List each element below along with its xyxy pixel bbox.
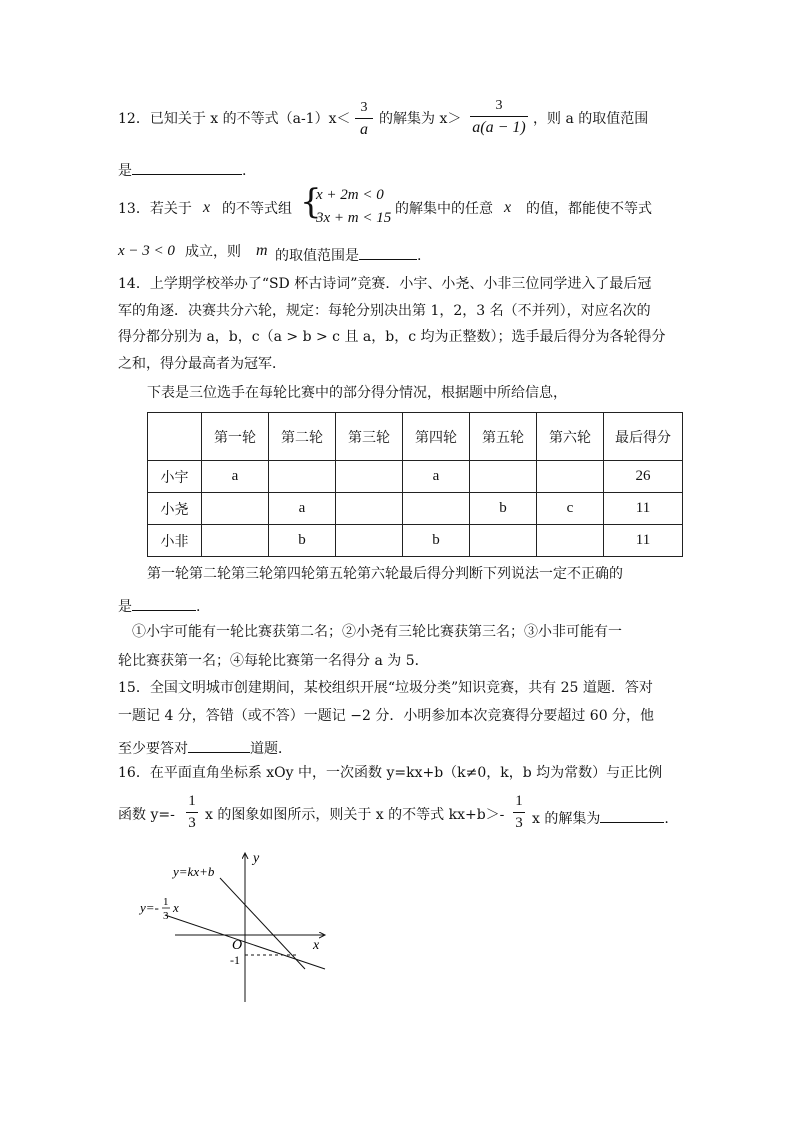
table-cell-name: 小尧 [148, 493, 202, 525]
q14-answer-prefix: 是 [118, 599, 132, 615]
table-cell [403, 493, 470, 525]
table-row [148, 461, 683, 493]
q13-text-part2: 的不等式组 [222, 201, 292, 217]
q13-text-part4: 的值，都能使不等式 [526, 201, 652, 217]
minus-one-label: -1 [230, 953, 240, 967]
fraction-bar [186, 812, 198, 813]
q14-line1: 14．上学期学校举办了“SD 杯古诗词”竞赛．小宇、小尧、小非三位同学进入了最后冠 [118, 276, 652, 292]
q14-after-table: 第一轮第二轮第三轮第四轮第五轮第六轮最后得分判断下列说法一定不正确的 [147, 566, 623, 582]
fraction-bar [513, 812, 525, 813]
q16-answer-blank[interactable] [600, 808, 664, 823]
table-header-cell: 第五轮 [470, 413, 537, 461]
q16-frac1-numerator: 1 [188, 793, 196, 809]
table-cell: a [403, 461, 470, 493]
table-cell: a [269, 493, 336, 525]
q16-part-a: 函数 y=- [118, 807, 175, 823]
q16-fraction-2 [513, 794, 525, 831]
q14-line5: 下表是三位选手在每轮比赛中的部分得分情况，根据题中所给信息， [147, 385, 567, 401]
table-cell [537, 461, 604, 493]
table-header-cell: 第三轮 [336, 413, 403, 461]
table-cell-name: 小宇 [148, 461, 202, 493]
q16-fraction-1 [186, 794, 198, 831]
q12-fraction-1 [355, 101, 373, 138]
table-cell: 11 [604, 493, 683, 525]
origin-label: O [232, 938, 243, 953]
table-cell: c [537, 493, 604, 525]
label-proportional-den: 3 [163, 910, 169, 922]
q13-answer-blank[interactable] [359, 245, 417, 260]
q16-part-b: x 的图象如图所示，则关于 x 的不等式 kx+b＞- [205, 807, 505, 823]
table-cell [537, 525, 604, 557]
q15-line1: 15．全国文明城市创建期间，某校组织开展“垃圾分类”知识竞赛，共有 25 道题．答对 [118, 680, 653, 696]
table-header-cell: 第四轮 [403, 413, 470, 461]
label-proportional-prefix: y=- [140, 900, 159, 915]
q12-text-part1: 12．已知关于 x 的不等式（a-1）x＜ [118, 111, 351, 127]
q14-line3: 得分都分别为 a，b，c（a > b > c 且 a，b，c 均为正整数）；选手最后得分为各轮得分 [118, 329, 666, 345]
q16-frac2-denominator: 3 [515, 815, 523, 831]
table-header-cell: 第一轮 [202, 413, 269, 461]
table-cell [470, 525, 537, 557]
fraction-bar [470, 116, 528, 117]
table-row [148, 525, 683, 557]
q14-line4: 之和，得分最高者为冠军． [118, 356, 286, 372]
table-cell: b [403, 525, 470, 557]
table-cell [470, 461, 537, 493]
table-cell: b [470, 493, 537, 525]
table-header-cell [148, 413, 202, 461]
q13-text-part5: 成立，则 [185, 244, 241, 260]
table-cell: a [202, 461, 269, 493]
table-cell [202, 493, 269, 525]
table-cell: b [269, 525, 336, 557]
label-kx-plus-b: y=kx+b [173, 864, 215, 879]
table-cell [269, 461, 336, 493]
q12-text-part3: ，则 a 的取值范围 [533, 111, 649, 127]
q13-text-part3: 的解集中的任意 [395, 201, 493, 217]
q13-text-part6: 的取值范围是 [275, 248, 359, 264]
q13-text-part1: 13．若关于 [118, 201, 192, 217]
table-header-cell: 最后得分 [604, 413, 683, 461]
q15-line3-suffix: 道题． [250, 741, 292, 757]
table-cell [202, 525, 269, 557]
left-brace-icon: { [300, 182, 322, 222]
q12-frac1-denominator: a [360, 121, 368, 138]
q12-line2-end: . [242, 163, 247, 179]
q13-line2 [275, 245, 421, 263]
q13-var-x-2: x [504, 199, 512, 216]
q13-var-m: m [256, 242, 268, 259]
q14-answer-line [118, 596, 200, 614]
q13-inequality: x − 3 < 0 [118, 243, 175, 259]
fraction-bar [355, 118, 373, 119]
q16-line2-end [532, 808, 669, 826]
table-cell: 11 [604, 525, 683, 557]
table-header-row [148, 413, 683, 461]
q16-part-c: x 的解集为 [532, 811, 601, 827]
q16-line1: 16．在平面直角坐标系 xOy 中，一次函数 y=kx+b（k≠0，k，b 均为常数）与正比例 [118, 765, 663, 781]
table-header-cell: 第二轮 [269, 413, 336, 461]
x-axis-label: x [313, 938, 320, 953]
q14-answer-end: . [196, 599, 201, 615]
table-cell [336, 461, 403, 493]
q12-frac2-denominator: a(a − 1) [472, 119, 526, 136]
table-cell: 26 [604, 461, 683, 493]
q13-system-row2: 3x + m < 15 [316, 210, 392, 226]
q15-line2: 一题记 4 分，答错（或不答）一题记 −2 分．小明参加本次竞赛得分要超过 60 分，他 [118, 708, 655, 724]
q12-answer-blank[interactable] [132, 160, 242, 175]
q12-frac2-numerator: 3 [495, 98, 503, 113]
table-row [148, 493, 683, 525]
q14-options-line2: 轮比赛获第一名；④每轮比赛第一名得分 a 为 5． [118, 653, 429, 669]
q13-system-row1: x + 2m < 0 [316, 187, 384, 203]
table-cell [336, 493, 403, 525]
q15-line3-prefix: 至少要答对 [118, 741, 188, 757]
q15-line3 [118, 738, 292, 756]
table-header-cell: 第六轮 [537, 413, 604, 461]
q14-line2: 军的角逐．决赛共分六轮，规定：每轮分别决出第 1，2，3 名（不并列），对应名次的 [118, 303, 651, 319]
q12-line2 [118, 160, 246, 178]
q16-frac1-denominator: 3 [188, 815, 196, 831]
table-cell-name: 小非 [148, 525, 202, 557]
y-axis-label: y [253, 851, 260, 866]
q15-answer-blank[interactable] [188, 738, 250, 753]
linear-functions-graph [135, 845, 335, 1010]
table-cell [336, 525, 403, 557]
q14-answer-blank[interactable] [132, 596, 196, 611]
score-table [147, 412, 683, 557]
q16-frac2-numerator: 1 [515, 793, 523, 809]
q16-end: . [664, 811, 669, 827]
label-proportional-suffix: x [173, 900, 179, 915]
q13-var-x: x [203, 199, 211, 216]
q12-line2-prefix: 是 [118, 163, 132, 179]
q12-text-part2: 的解集为 x＞ [379, 111, 462, 127]
label-proportional-num: 1 [163, 896, 169, 908]
q14-options-line1: ①小宇可能有一轮比赛获第二名；②小尧有三轮比赛获第三名；③小非可能有一 [132, 624, 622, 640]
q12-frac1-numerator: 3 [360, 100, 368, 115]
q12-fraction-2 [470, 99, 528, 136]
q13-end: . [417, 248, 422, 264]
